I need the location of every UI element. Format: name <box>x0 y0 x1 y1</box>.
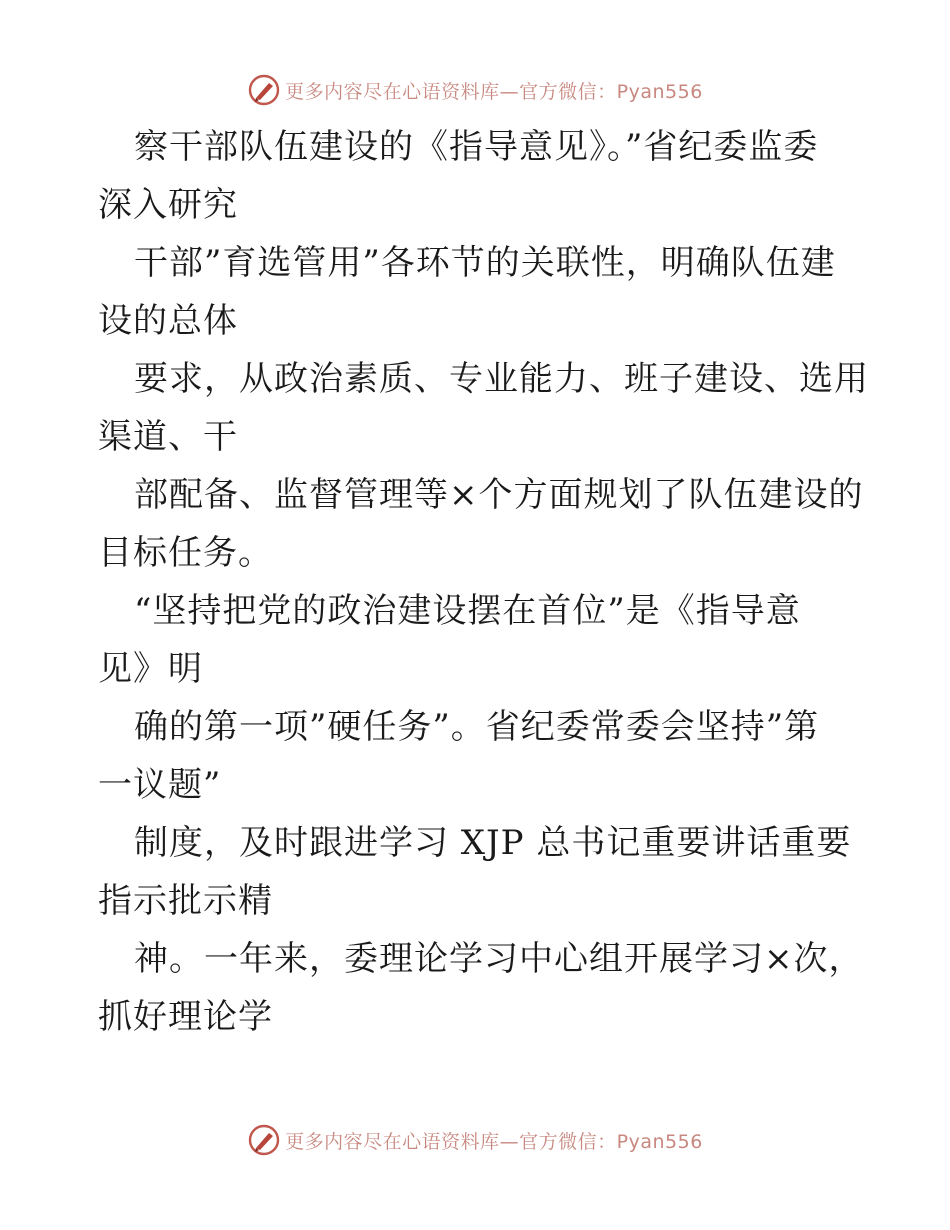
watermark-text: 更多内容尽在心语资料库—官方微信：Pyan556 <box>285 80 703 103</box>
header-watermark <box>0 70 950 110</box>
document-body <box>98 118 869 1046</box>
body-text-line: 干部”育选管用”各环节的关联性，明确队伍建 <box>134 243 836 283</box>
body-text-line: 一议题” <box>98 765 222 805</box>
body-text-line: 设的总体 <box>98 301 238 341</box>
body-text-line: 指示批示精 <box>98 881 273 921</box>
body-text-line: 渠道、干 <box>98 417 238 457</box>
body-text-line: 部配备、监督管理等×个方面规划了队伍建设的 <box>134 475 864 515</box>
pen-logo-icon <box>247 1123 281 1157</box>
body-text-line: 制度，及时跟进学习 XJP 总书记重要讲话重要 <box>134 823 852 863</box>
body-text-line: 神。一年来，委理论学习中心组开展学习×次， <box>134 939 864 979</box>
footer-watermark <box>0 1120 950 1160</box>
body-text-line: 见》明 <box>98 649 203 689</box>
body-text-line: 抓好理论学 <box>98 997 273 1037</box>
body-text-line: 确的第一项”硬任务”。省纪委常委会坚持”第 <box>134 707 820 747</box>
pen-logo-icon <box>247 73 281 107</box>
body-text-line: 要求，从政治素质、专业能力、班子建设、选用 <box>134 359 869 399</box>
body-text-line: “坚持把党的政治建设摆在首位”是《指导意 <box>134 591 801 631</box>
watermark-text: 更多内容尽在心语资料库—官方微信：Pyan556 <box>285 1130 703 1153</box>
body-text-line: 察干部队伍建设的《指导意见》。”省纪委监委 <box>134 127 819 167</box>
body-text-line: 目标任务。 <box>98 533 273 573</box>
body-text-line: 深入研究 <box>98 185 238 225</box>
